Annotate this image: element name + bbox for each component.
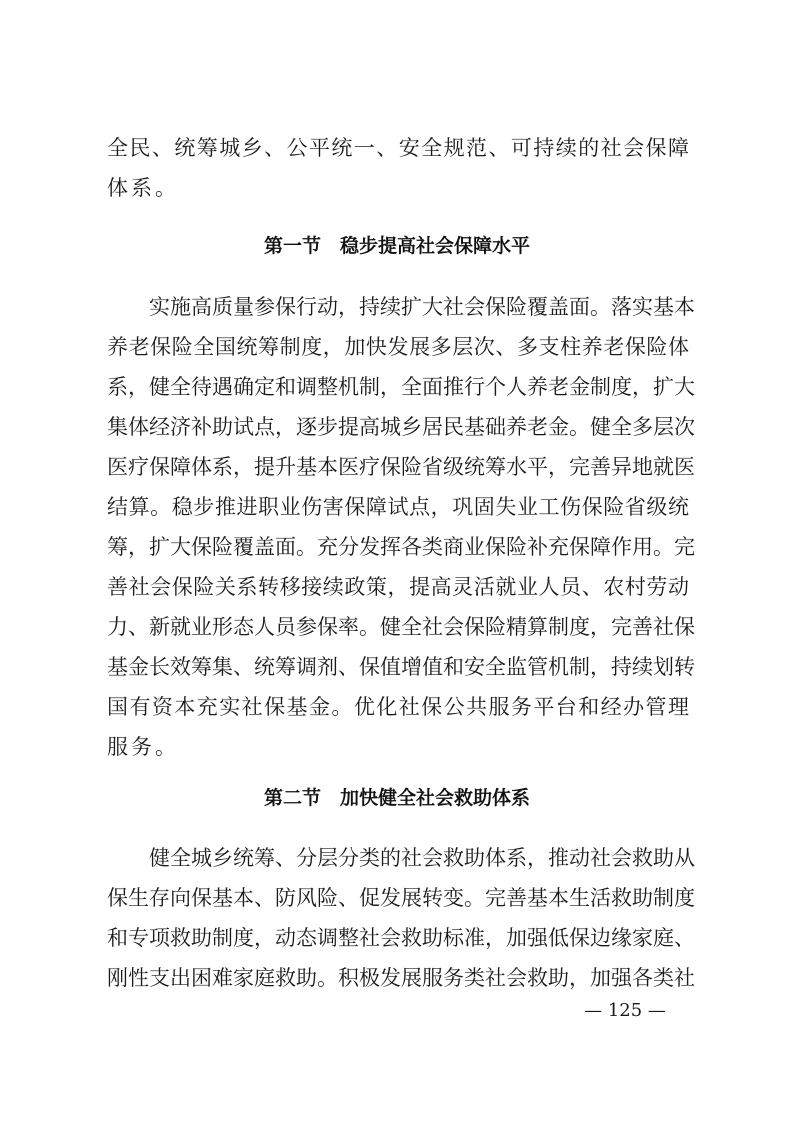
paragraph-line: 养老保险全国统筹制度，加快发展多层次、多支柱养老保险体 [107,335,689,359]
paragraph-line: 保生存向保基本、防风险、促发展转变。完善基本生活救助制度 [107,886,695,910]
paragraph-line: 基金长效筹集、统筹调剂、保值增值和安全监管机制，持续划转 [107,655,695,679]
paragraph-line: 和专项救助制度，动态调整社会救助标准，加强低保边缘家庭、 [107,926,695,950]
page-number: — 125 — [584,1000,666,1021]
paragraph-line: 系，健全待遇确定和调整机制，全面推行个人养老金制度，扩大 [107,375,695,399]
paragraph-line: 服务。 [107,735,179,759]
paragraph-line: 善社会保险关系转移接续政策，提高灵活就业人员、农村劳动 [107,575,689,599]
intro-line: 体系。 [107,176,179,200]
section-heading-1: 第一节 稳步提高社会保障水平 [263,235,530,257]
paragraph-line: 力、新就业形态人员参保率。健全社会保险精算制度，完善社保 [107,615,695,639]
paragraph-line: 健全城乡统筹、分层分类的社会救助体系，推动社会救助从 [149,846,695,870]
paragraph-line: 筹，扩大保险覆盖面。充分发挥各类商业保险补充保障作用。完 [107,535,695,559]
paragraph-line: 刚性支出困难家庭救助。积极发展服务类社会救助，加强各类社 [107,966,695,990]
paragraph-line: 医疗保障体系，提升基本医疗保险省级统筹水平，完善异地就医 [107,455,695,479]
paragraph-line: 结算。稳步推进职业伤害保障试点，巩固失业工伤保险省级统 [107,495,689,519]
paragraph-line: 集体经济补助试点，逐步提高城乡居民基础养老金。健全多层次 [107,415,695,439]
paragraph-line: 实施高质量参保行动，持续扩大社会保险覆盖面。落实基本 [149,295,695,319]
paragraph-line: 国有资本充实社保基金。优化社保公共服务平台和经办管理 [107,695,689,719]
intro-line: 全民、统筹城乡、公平统一、安全规范、可持续的社会保障 [107,136,689,160]
section-heading-2: 第二节 加快健全社会救助体系 [263,787,530,809]
